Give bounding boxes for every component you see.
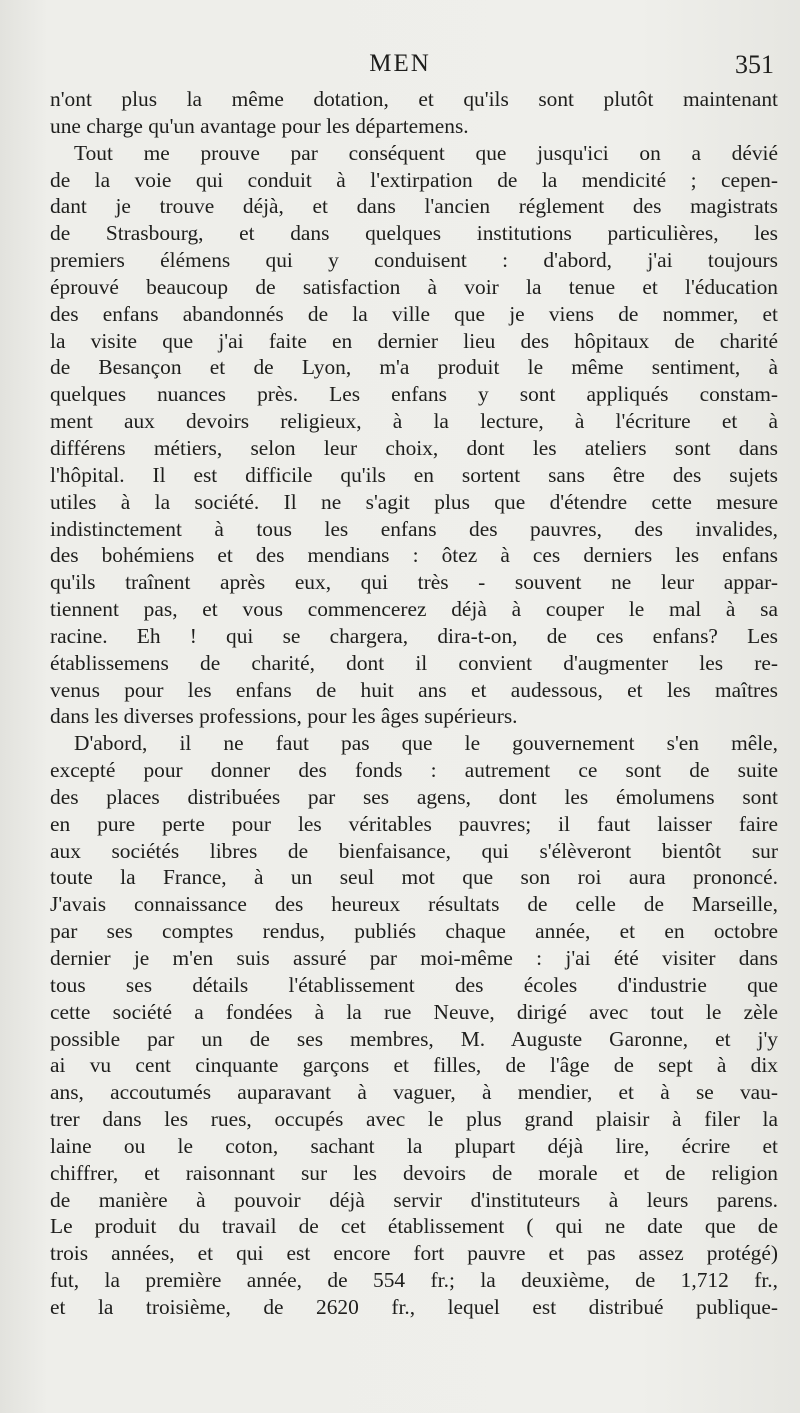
page-number: 351: [735, 50, 774, 79]
text-line: des bohémiens et des mendians : ôtez à ces derniers les enfans: [50, 543, 778, 568]
text-line: de Besançon et de Lyon, m'a produit le même sentiment, à: [50, 355, 778, 380]
text-line: dans les diverses professions, pour les âges supérieurs.: [50, 704, 518, 729]
text-line: établissemens de charité, dont il convient d'augmenter les re-: [50, 650, 778, 675]
text-line: n'ont plus la même dotation, et qu'ils sont plutôt maintenant: [50, 87, 778, 111]
text-line: D'abord, il ne faut pas que le gouvernement s'en mêle,: [74, 731, 778, 756]
text-line: ment aux devoirs religieux, à la lecture, à l'écriture et à: [50, 409, 778, 434]
text-line: la visite que j'ai faite en dernier lieu des hôpitaux de charité: [50, 328, 778, 353]
text-line: en pure perte pour les véritables pauvres; il faut laisser faire: [50, 811, 778, 836]
text-line: par ses comptes rendus, publiés chaque année, et en octobre: [50, 919, 778, 944]
body-text: [50, 86, 778, 1321]
text-line: de manière à pouvoir déjà servir d'instituteurs à leurs parens.: [50, 1187, 778, 1212]
text-line: excepté pour donner des fonds : autrement ce sont de suite: [50, 758, 778, 783]
text-line: indistinctement à tous les enfans des pauvres, des invalides,: [50, 516, 778, 541]
text-line: dernier je m'en suis assuré par moi-même : j'ai été visiter dans: [50, 946, 778, 970]
text-line: chiffrer, et raisonnant sur les devoirs de morale et de religion: [50, 1160, 778, 1185]
text-line: une charge qu'un avantage pour les départemens.: [50, 113, 469, 138]
text-line: toute la France, à un seul mot que son roi aura prononcé.: [50, 865, 778, 890]
text-line: possible par un de ses membres, M. Auguste Garonne, et j'y: [50, 1026, 778, 1051]
text-line: ans, accoutumés auparavant à vaguer, à mendier, et à se vau-: [50, 1080, 778, 1105]
text-line: utiles à la société. Il ne s'agit plus que d'étendre cette mesure: [50, 489, 778, 514]
text-line: de Strasbourg, et dans quelques institutions particulières, les: [50, 221, 778, 246]
page-header: [0, 50, 800, 82]
running-head: MEN: [369, 50, 431, 77]
text-line: tiennent pas, et vous commencerez déjà à couper le mal à sa: [50, 597, 778, 622]
text-line: tous ses détails l'établissement des écoles d'industrie que: [50, 972, 778, 997]
text-line: éprouvé beaucoup de satisfaction à voir la tenue et l'éducation: [50, 274, 778, 299]
text-line: venus pour les enfans de huit ans et audessous, et les maîtres: [50, 677, 778, 702]
text-line: dant je trouve déjà, et dans l'ancien réglement des magistrats: [50, 194, 778, 219]
text-line: différens métiers, selon leur choix, dont les ateliers sont dans: [50, 435, 778, 460]
text-line: J'avais connaissance des heureux résultats de celle de Marseille,: [50, 892, 778, 917]
text-line: racine. Eh ! qui se chargera, dira-t-on, de ces enfans? Les: [50, 623, 778, 648]
text-line: aux sociétés libres de bienfaisance, qui s'élèveront bientôt sur: [50, 838, 778, 863]
text-line: Tout me prouve par conséquent que jusqu'ici on a dévié: [74, 140, 778, 165]
text-line: Le produit du travail de cet établissement ( qui ne date que de: [50, 1214, 778, 1239]
text-line: laine ou le coton, sachant la plupart déjà lire, écrire et: [50, 1133, 778, 1158]
text-line: quelques nuances près. Les enfans y sont appliqués constam-: [50, 382, 778, 407]
text-line: trer dans les rues, occupés avec le plus grand plaisir à filer la: [50, 1107, 778, 1132]
text-line: l'hôpital. Il est difficile qu'ils en sortent sans être des sujets: [50, 462, 778, 487]
text-line: et la troisième, de 2620 fr., lequel est distribué publique-: [50, 1294, 778, 1319]
text-line: qu'ils traînent après eux, qui très - souvent ne leur appar-: [50, 570, 778, 595]
text-line: cette société a fondées à la rue Neuve, dirigé avec tout le zèle: [50, 999, 778, 1024]
text-line: de la voie qui conduit à l'extirpation de la mendicité ; cepen-: [50, 167, 778, 192]
text-line: des enfans abandonnés de la ville que je viens de nommer, et: [50, 301, 778, 326]
text-line: trois années, et qui est encore fort pauvre et pas assez protégé): [50, 1241, 778, 1266]
text-line: ai vu cent cinquante garçons et filles, de l'âge de sept à dix: [50, 1053, 778, 1078]
text-line: fut, la première année, de 554 fr.; la deuxième, de 1,712 fr.,: [50, 1268, 778, 1293]
text-line: premiers élémens qui y conduisent : d'abord, j'ai toujours: [50, 248, 778, 273]
text-line: des places distribuées par ses agens, dont les émolumens sont: [50, 784, 778, 809]
